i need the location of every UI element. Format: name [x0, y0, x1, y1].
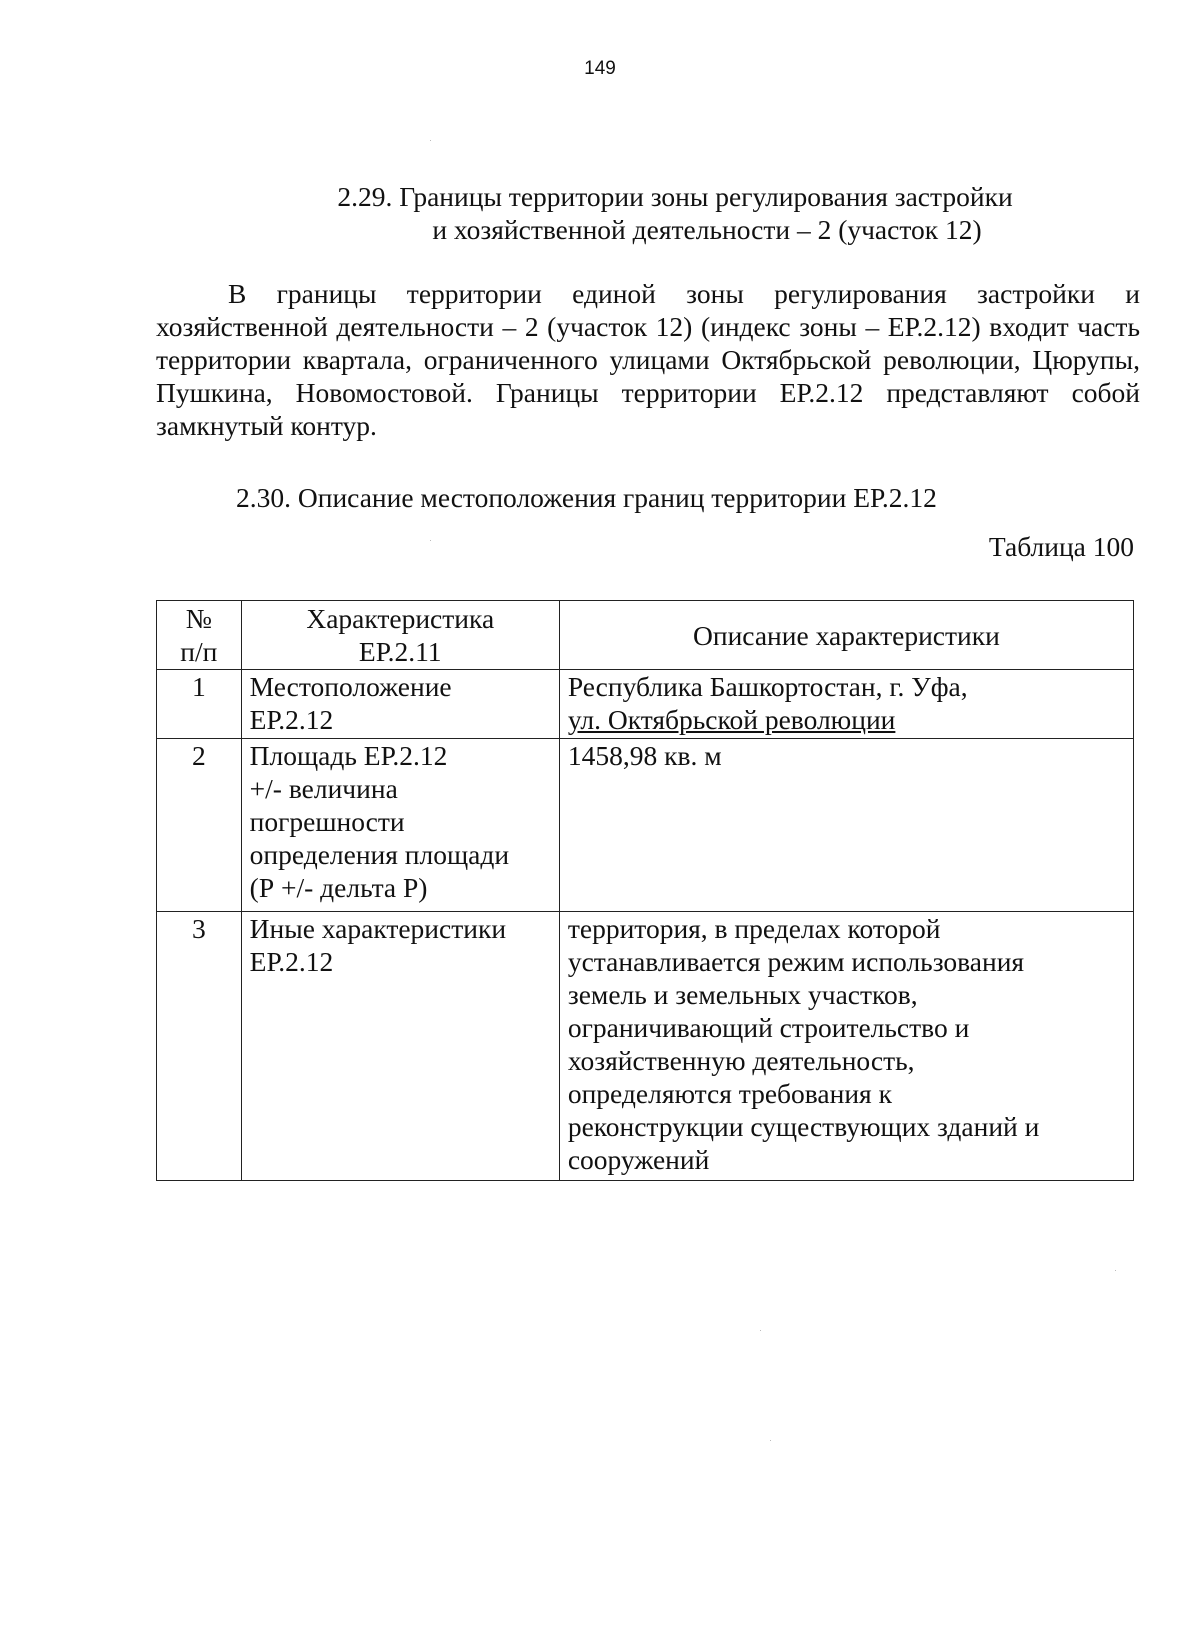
- row-number: 2: [157, 739, 242, 912]
- cell-line: устанавливается режим использования: [567, 946, 1025, 977]
- scan-speck: [770, 1440, 771, 1441]
- scan-speck: [430, 540, 431, 541]
- table-header-row: [157, 601, 1134, 670]
- cell-line: (Р +/- дельта Р): [249, 872, 428, 903]
- cell-line: Иные характеристики: [249, 913, 507, 944]
- header-number: [157, 601, 242, 670]
- cell-line: погрешности: [249, 806, 405, 837]
- cell-line: реконструкции существующих зданий и: [567, 1111, 1040, 1142]
- cell-line: Республика Башкортостан, г. Уфа,: [567, 671, 968, 702]
- table-row: [157, 739, 1134, 912]
- table-caption: Таблица 100: [988, 531, 1134, 562]
- header-number-line-1: №: [185, 603, 212, 634]
- section-heading-line-1: 2.29. Границы территории зоны регулирования застройки: [337, 181, 1013, 212]
- row-characteristic: [241, 912, 559, 1181]
- table-row: [157, 670, 1134, 739]
- scan-speck: [760, 1330, 761, 1331]
- section-heading-2-29: [180, 180, 1170, 246]
- cell-line: территория, в пределах которой: [567, 913, 941, 944]
- cell-line: Площадь ЕР.2.12: [249, 740, 448, 771]
- row-characteristic: [241, 739, 559, 912]
- cell-line: ул. Октябрьской революции: [567, 704, 896, 735]
- row-number: 3: [157, 912, 242, 1181]
- cell-line: ограничивающий строительство и: [567, 1012, 970, 1043]
- header-characteristic: [241, 601, 559, 670]
- cell-line: определения площади: [249, 839, 510, 870]
- row-description: [559, 912, 1133, 1181]
- header-number-line-2: п/п: [180, 636, 218, 667]
- cell-line: земель и земельных участков,: [567, 979, 918, 1010]
- row-number: 1: [157, 670, 242, 739]
- header-characteristic-line-2: ЕР.2.11: [358, 636, 442, 667]
- cell-line: ЕР.2.12: [249, 704, 334, 735]
- cell-line: +/- величина: [249, 773, 398, 804]
- page-number: 149: [584, 58, 616, 79]
- header-characteristic-line-1: Характеристика: [306, 603, 495, 634]
- header-description: Описание характеристики: [559, 601, 1133, 670]
- cell-line: сооружений: [567, 1144, 710, 1175]
- table-row: [157, 912, 1134, 1181]
- scan-speck: [1115, 1270, 1116, 1271]
- section-heading-line-2: и хозяйственной деятельности – 2 (участок 12): [432, 214, 982, 245]
- cell-line: хозяйственную деятельность,: [567, 1045, 915, 1076]
- cell-line: 1458,98 кв. м: [567, 740, 722, 771]
- cell-line: Местоположение: [249, 671, 452, 702]
- row-description: [559, 739, 1133, 912]
- characteristics-table: [156, 600, 1134, 1181]
- body-paragraph: В границы территории единой зоны регулирования застройки и хозяйственной деятельности – 2 (участок 12) (индекс зоны – ЕР.2.12) входит часть территории квартала, ограниченного улицами Октябрьской революции, Цюрупы, Пушкина, Новомостовой. Границы территории ЕР.2.12 представляют собой замкнутый контур.: [156, 278, 1140, 441]
- row-characteristic: [241, 670, 559, 739]
- scan-speck: [430, 140, 431, 141]
- cell-line: ЕР.2.12: [249, 946, 334, 977]
- row-description: [559, 670, 1133, 739]
- cell-line: определяются требования к: [567, 1078, 892, 1109]
- section-heading-2-30: 2.30. Описание местоположения границ территории ЕР.2.12: [236, 482, 937, 513]
